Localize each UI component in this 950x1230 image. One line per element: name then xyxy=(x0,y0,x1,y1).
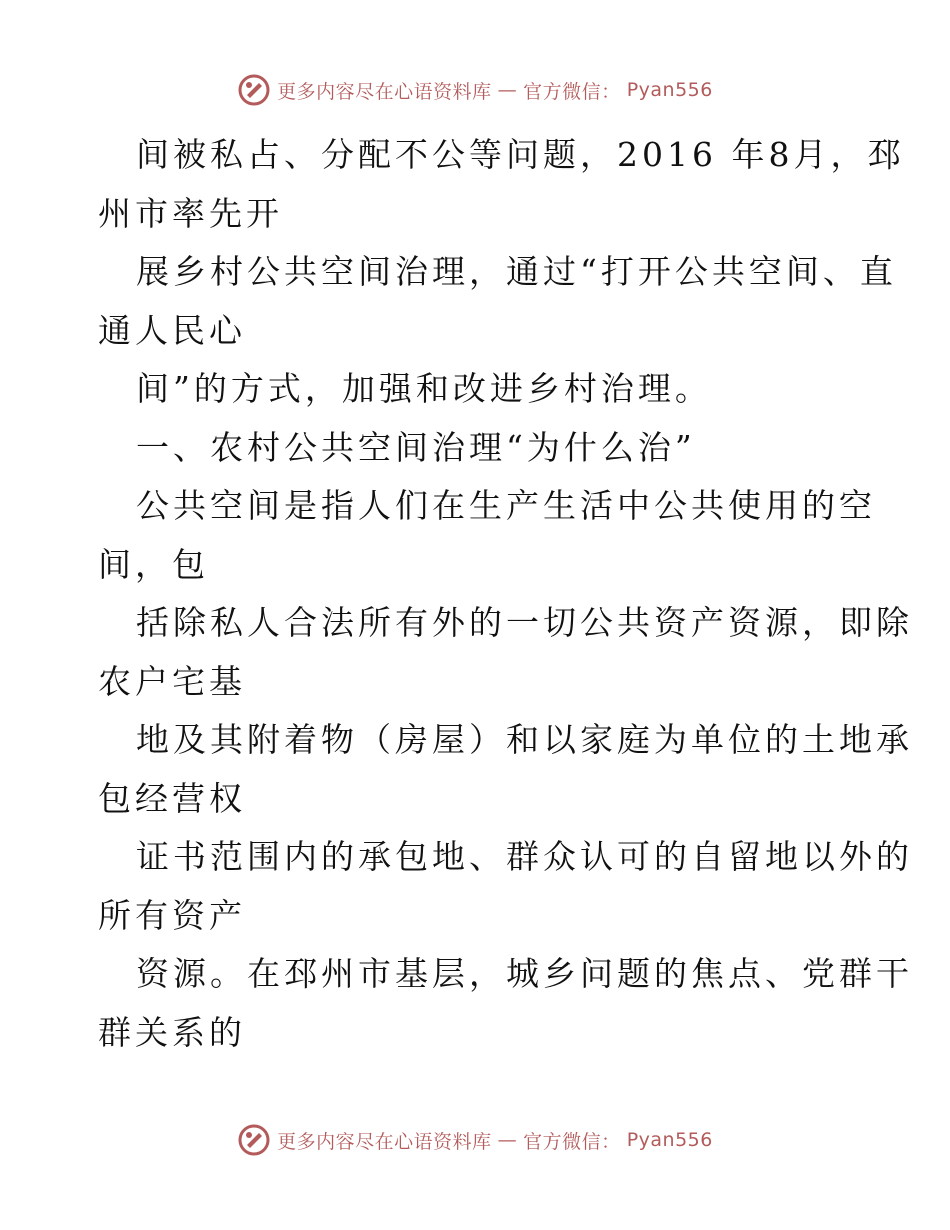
text-line: 间被私占、分配不公等问题，2016 年8月，邳 xyxy=(136,135,905,174)
document-body xyxy=(98,126,913,1062)
text-line: 间，包 xyxy=(98,544,209,584)
text-line: 地及其附着物（房屋）和以家庭为单位的土地承 xyxy=(136,720,913,759)
header-banner xyxy=(0,70,950,110)
banner-wechat-label: 官方微信： xyxy=(523,1130,621,1153)
text-line: 展乡村公共空间治理，通过“打开公共空间、直 xyxy=(136,252,897,291)
footer-banner xyxy=(0,1120,950,1160)
text-line: 包经营权 xyxy=(98,778,246,818)
banner-separator: — xyxy=(497,79,518,101)
text-line: 证书范围内的承包地、群众认可的自留地以外的 xyxy=(136,837,913,876)
banner-wechat-id: Pyan556 xyxy=(626,79,713,101)
banner-wechat-label: 官方微信： xyxy=(523,80,621,103)
text-line: 农户宅基 xyxy=(98,661,246,701)
text-line: 间”的方式，加强和改进乡村治理。 xyxy=(136,369,712,408)
text-line: 资源。在邳州市基层，城乡问题的焦点、党群干 xyxy=(136,954,913,993)
seal-logo-icon xyxy=(237,73,271,107)
text-line: 所有资产 xyxy=(98,895,246,935)
seal-logo-icon xyxy=(237,1123,271,1157)
banner-wechat-id: Pyan556 xyxy=(626,1129,713,1151)
banner-text: 更多内容尽在心语资料库 xyxy=(277,80,492,103)
text-line: 括除私人合法所有外的一切公共资产资源，即除 xyxy=(136,603,913,642)
text-line: 群关系的 xyxy=(98,1012,246,1052)
text-line: 公共空间是指人们在生产生活中公共使用的空 xyxy=(136,486,876,525)
section-heading: 一、农村公共空间治理“为什么治” xyxy=(136,427,696,467)
text-line: 州市率先开 xyxy=(98,193,283,233)
banner-text: 更多内容尽在心语资料库 xyxy=(277,1130,492,1153)
banner-separator: — xyxy=(497,1129,518,1151)
text-line: 通人民心 xyxy=(98,310,246,350)
